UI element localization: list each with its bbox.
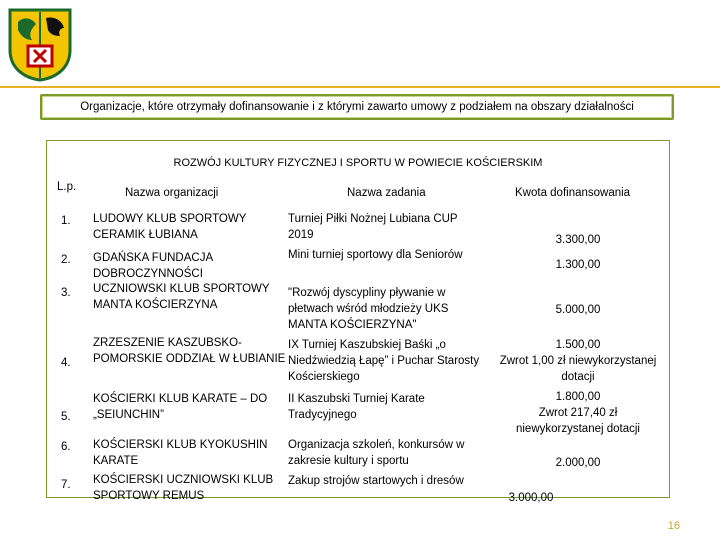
table-row-3-task: "Rozwój dyscypliny pływanie w płetwach wśród młodzieży UKS MANTA KOŚCIERZYNA" — [288, 287, 449, 331]
column-header-lp: L.p. — [57, 181, 77, 193]
table-row-6-amount: 2.000,00 — [555, 457, 601, 469]
table-row-7-lp: 7. — [61, 479, 71, 491]
header-bar — [0, 0, 720, 88]
table-row-3-amount: 5.000,00 — [555, 304, 601, 316]
table-row-6-org: KOŚCIERSKI KLUB KYOKUSHIN KARATE — [93, 439, 268, 467]
table-row-3-org: UCZNIOWSKI KLUB SPORTOWY MANTA KOŚCIERZYNA — [93, 283, 270, 311]
table-row-7-amount: 3.000,00 — [508, 492, 554, 504]
column-header-organization: Nazwa organizacji — [125, 187, 219, 199]
table-title: ROZWÓJ KULTURY FIZYCZNEJ I SPORTU W POWIECIE KOŚCIERSKIM — [173, 157, 543, 169]
table-row-5-amount-note: Zwrot 217,40 zł niewykorzystanej dotacji — [515, 407, 640, 435]
slide-title: Organizacje, które otrzymały dofinansowanie i z którymi zawarto umowy z podziałem na obszary działalności — [40, 94, 674, 120]
table-row-4-amount-note: Zwrot 1,00 zł niewykorzystanej dotacji — [499, 355, 657, 383]
table-row-4-org: ZRZESZENIE KASZUBSKO-POMORSKIE ODDZIAŁ W ŁUBIANIE — [93, 337, 286, 365]
table-row-4-lp: 4. — [61, 357, 71, 369]
table-row-7-org: KOŚCIERSKI UCZNIOWSKI KLUB SPORTOWY REMUS — [93, 474, 274, 502]
table-row-2-amount: 1.300,00 — [555, 259, 601, 271]
table-row-1-amount: 3.300,00 — [555, 234, 601, 246]
page-number: 16 — [667, 520, 680, 532]
table-row-2-org: GDAŃSKA FUNDACJA DOBROCZYNNOŚCI — [93, 252, 213, 280]
column-header-task: Nazwa zadania — [347, 187, 426, 199]
table-row-6-lp: 6. — [61, 441, 71, 453]
table-row-1-lp: 1. — [61, 215, 71, 227]
table-row-2-task: Mini turniej sportowy dla Seniorów — [288, 249, 463, 261]
table-row-4-task: IX Turniej Kaszubskiej Baśki „o Niedźwiedzią Łapę” i Puchar Starosty Kościerskiego — [288, 339, 480, 383]
table-row-5-org: KOŚCIERKI KLUB KARATE – DO „SEIUNCHIN” — [93, 393, 268, 421]
table-panel — [46, 140, 670, 502]
table-row-6-task: Organizacja szkoleń, konkursów w zakresie kultury i sportu — [288, 439, 465, 467]
table-row-5-task: II Kaszubski Turniej Karate Tradycyjnego — [288, 393, 425, 421]
table-row-3-lp: 3. — [61, 287, 71, 299]
table-row-2-lp: 2. — [61, 254, 71, 266]
table-row-7-task: Zakup strojów startowych i dresów — [288, 475, 464, 487]
crest-icon — [6, 6, 74, 82]
table-row-1-org: LUDOWY KLUB SPORTOWY CERAMIK ŁUBIANA — [93, 213, 247, 241]
table-row-5-lp: 5. — [61, 411, 71, 423]
table-row-5-amount: 1.800,00 — [555, 391, 601, 403]
table-row-4-amount: 1.500,00 — [555, 339, 601, 351]
table-row-1-task: Turniej Piłki Nożnej Lubiana CUP 2019 — [288, 213, 458, 241]
column-header-amount: Kwota dofinansowania — [515, 187, 631, 199]
